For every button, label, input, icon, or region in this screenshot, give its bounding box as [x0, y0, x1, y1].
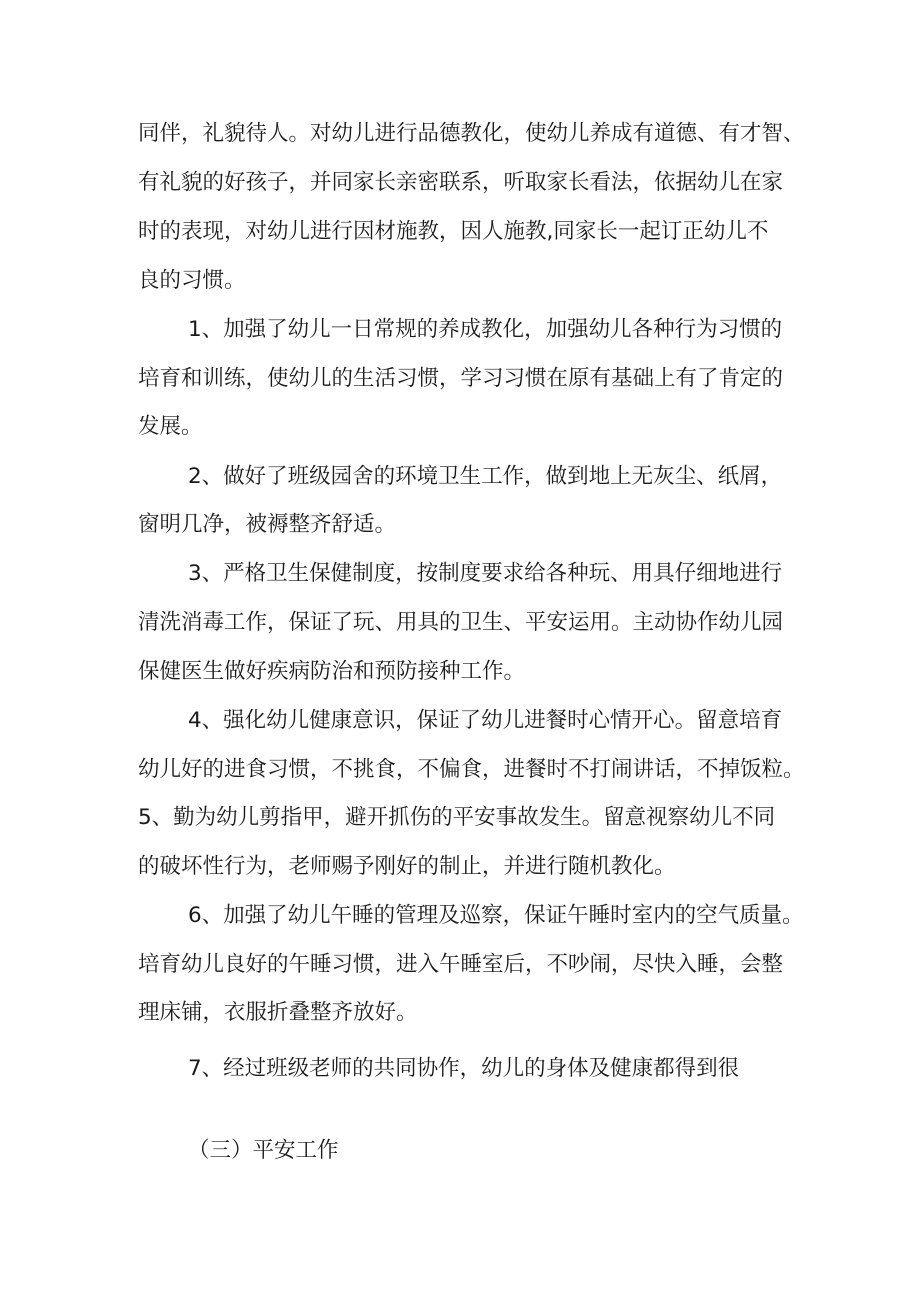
text-line: 6、加强了幼儿午睡的管理及巡察，保证午睡时室内的空气质量。 [188, 903, 804, 928]
text-line: 5、勤为幼儿剪指甲，避开抓伤的平安事故发生。留意视察幼儿不同 [138, 805, 776, 830]
text-line: 有礼貌的好孩子，并同家长亲密联系，听取家长看法，依据幼儿在家 [138, 170, 784, 195]
text-line: 良的习惯。 [138, 268, 246, 293]
text-line: 幼儿好的进食习惯，不挑食，不偏食，进餐时不打闹讲话，不掉饭粒。 [138, 757, 805, 782]
text-line: 3、严格卫生保健制度，按制度要求给各种玩、用具仔细地进行 [188, 561, 783, 586]
text-line: 时的表现，对幼儿进行因材施教，因人施教,同家长一起订正幼儿不 [138, 219, 769, 244]
text-line: 4、强化幼儿健康意识，保证了幼儿进餐时心情开心。留意培育 [188, 708, 783, 733]
text-line: 培育幼儿良好的午睡习惯，进入午睡室后，不吵闹，尽快入睡，会整 [138, 952, 784, 977]
text-line: 清洗消毒工作，保证了玩、用具的卫生、平安运用。主动协作幼儿园 [138, 610, 784, 635]
text-line: 7、经过班级老师的共同协作，幼儿的身体及健康都得到很 [188, 1056, 740, 1081]
text-line: 同伴，礼貌待人。对幼儿进行品德教化，使幼儿养成有道德、有才智、 [138, 121, 805, 146]
text-line: 发展。 [138, 414, 203, 439]
text-line: 窗明几净，被褥整齐舒适。 [138, 512, 397, 537]
text-line: 保健医生做好疾病防治和预防接种工作。 [138, 659, 526, 684]
text-line: 培育和训练，使幼儿的生活习惯，学习习惯在原有基础上有了肯定的 [138, 366, 784, 391]
text-line: 理床铺，衣服折叠整齐放好。 [138, 1000, 418, 1025]
text-line: 1、加强了幼儿一日常规的养成教化，加强幼儿各种行为习惯的 [188, 317, 783, 342]
text-line: 的破坏性行为，老师赐予刚好的制止，并进行随机教化。 [138, 854, 676, 879]
text-line: 2、做好了班级园舍的环境卫生工作，做到地上无灰尘、纸屑， [188, 464, 783, 489]
section-heading: （三）平安工作 [188, 1138, 339, 1163]
